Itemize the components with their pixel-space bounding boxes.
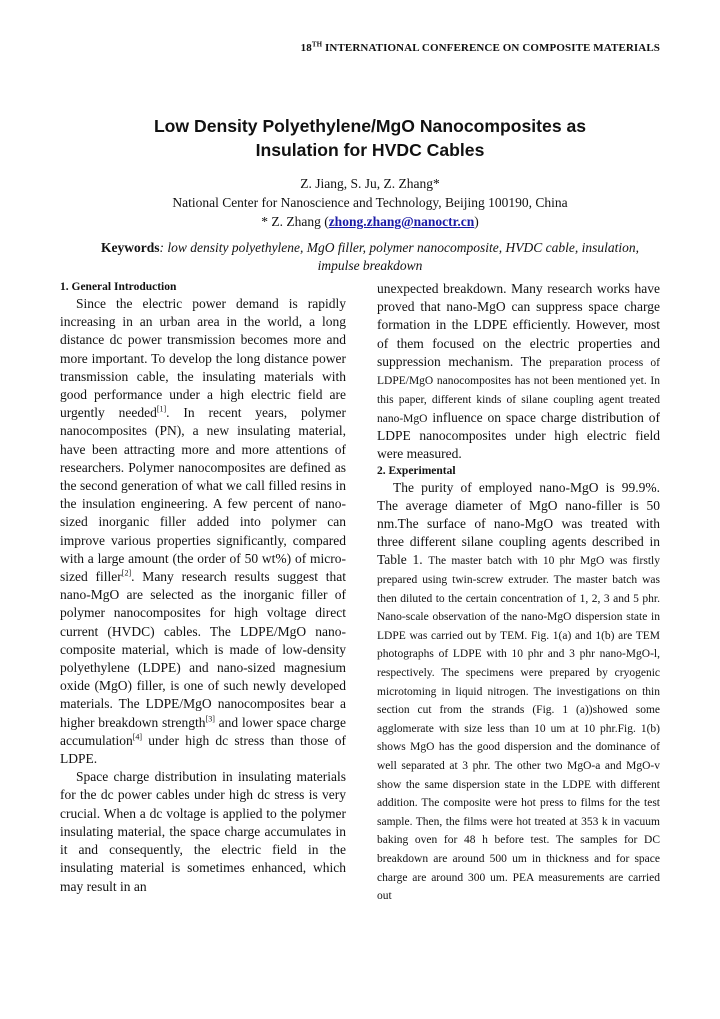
citation-4: [4] bbox=[132, 732, 143, 742]
section-heading-introduction: 1. General Introduction bbox=[60, 281, 177, 293]
citation-1: [1] bbox=[156, 404, 167, 414]
keywords-text: : low density polyethylene, MgO filler, polymer nanocomposite, HVDC cable, insulation, impulse breakdown bbox=[159, 240, 640, 273]
intro-continuation-paragraph: unexpected breakdown. Many research works have proved that nano-MgO can suppress space charge formation in the LDPE efficiently. However, most of them focused on the electric properties and suppression mechanism. The preparation process of LDPE/MgO nanocomposites has not been mentioned yet. In this paper, different kinds of silane coupling agent treated nano-MgO influence on space charge distribution of LDPE nanocomposites under high electric field were measured. bbox=[377, 281, 660, 462]
right-column bbox=[377, 280, 660, 905]
conference-header: 18TH INTERNATIONAL CONFERENCE ON COMPOSITE MATERIALS bbox=[300, 40, 660, 54]
experimental-paragraph-1: The purity of employed nano-MgO is 99.9%. The average diameter of MgO nano-filler is 50 nm.The surface of nano-MgO was treated with three different silane coupling agents described in Table 1. The master batch with 10 phr MgO was firstly prepared using twin-screw extruder. The master batch was then diluted to the certain concentration of 1, 2, 3 and 5 phr. Nano-scale observation of the nano-MgO dispersion state in LDPE was carried out by TEM. Fig. 1(a) and 1(b) are TEM photographs of LDPE with 10 phr and 3 phr nano-MgO-l, respectively. The specimens were prepared by cryogenic microtoming in liquid nitrogen. The investigations on thin section cut from the strands (Fig. 1 (a))showed some agglomerate with size less than 10 um at 10 phr.Fig. 1(b) shows MgO has the good dispersion and the dominance of well separated at 3 phr. The other two MgO-a and MgO-v show the same dispersion state in the LDPE with different addition. The composite were hot press to films for the test sample. Then, the films were hot treated at 353 k in vacuum baking oven for 48 h before test. The samples for DC breakdown are around 500 um in thickness and for space charge are around 300 um. PEA measurements are carried out bbox=[377, 479, 660, 903]
keywords-label: Keywords bbox=[100, 240, 160, 255]
title-line-1: Low Density Polyethylene/MgO Nanocomposites as bbox=[153, 116, 587, 136]
title-line-2: Insulation for HVDC Cables bbox=[255, 140, 485, 160]
intro-paragraph-1: Since the electric power demand is rapidly increasing in an urban area in the world, a long distance dc power transmission becomes more and more important. To develop the long distance power transmission cable, the insulating materials with good performance under a high electric field are urgently needed[1]. In recent years, polymer nanocomposites (PN), a new insulating material, have been attracting more and more attentions of researchers. Polymer nanocomposites are defined as the second generation of what we call filled resins in the insulation engineering. A few percent of nano-sized inorganic filler added into polymer can improve various properties significantly, compared with a large amount (the order of 50 wt%) of micro-sized filler[2]. Many research results suggest that nano-MgO are selected as the inorganic filler of polymer nanocomposites for high voltage direct current (HVDC) cables. The LDPE/MgO nano-composite material, which is made of low-density polyethylene (LDPE) and nano-sized magnesium oxide (MgO) filler, is one of such newly developed materials. The LDPE/MgO nanocomposites bear a higher breakdown strength[3] and lower space charge accumulation[4] under high dc stress than those of LDPE. bbox=[60, 296, 347, 767]
citation-3: [3] bbox=[205, 714, 215, 724]
citation-2: [2] bbox=[121, 568, 132, 578]
paper-title bbox=[90, 114, 650, 162]
left-column bbox=[60, 280, 346, 896]
author-block bbox=[60, 174, 680, 231]
section-heading-experimental: 2. Experimental bbox=[377, 464, 456, 477]
email-link[interactable]: zhong.zhang@nanoctr.cn bbox=[328, 214, 475, 229]
intro-paragraph-2: Space charge distribution in insulating materials for the dc power cables under high dc stress is very crucial. When a dc voltage is applied to the polymer insulating material, the space charge accumulates in it and consequently, the electric field in the insulating material is sometimes enhanced, which may result in an bbox=[60, 769, 346, 894]
author-affiliation: National Center for Nanoscience and Technology, Beijing 100190, China bbox=[172, 195, 568, 210]
keywords bbox=[90, 239, 650, 275]
corresponding-author: * Z. Zhang (zhong.zhang@nanoctr.cn) bbox=[261, 214, 479, 229]
author-names: Z. Jiang, S. Ju, Z. Zhang* bbox=[300, 176, 440, 191]
